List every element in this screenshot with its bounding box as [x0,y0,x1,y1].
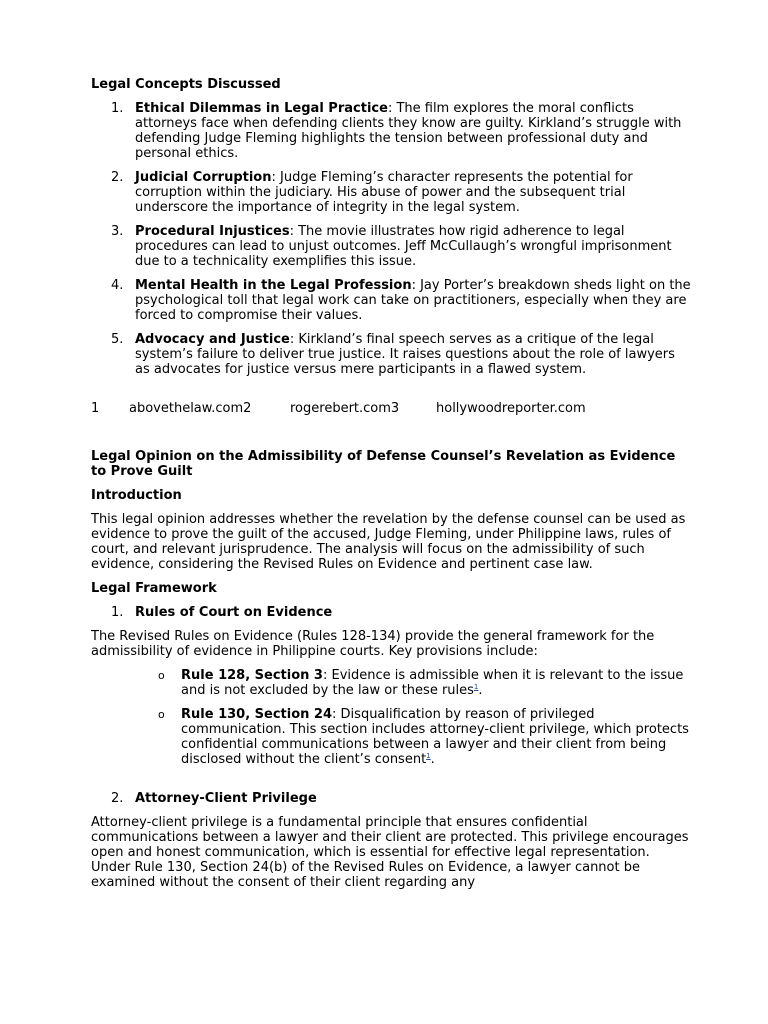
list-item-text: : Kirkland’s final speech serves as a critique of the legal system’s failure to deliver true justice. It raises questions about the role of lawyers as advocates for justice versus mere participants in a flawed system. [135,332,675,377]
list-item [91,101,691,161]
provision-period: . [430,752,435,767]
attorney-client-paragraph: Attorney-client privilege is a fundamental principle that ensures confidential communications between a lawyer and their client are protected. This privilege encourages open and honest communication, which is essential for effective legal representation. Under Rule 130, Section 24(b) of the Revised Rules on Evidence, a lawyer cannot be examined without the consent of their client regarding any [91,815,689,890]
footnote-source-3: hollywoodreporter.com [436,401,586,416]
list-item-title: Ethical Dilemmas in Legal Practice [135,101,388,116]
list-item [91,605,691,620]
list-item [91,170,691,215]
footnote-link[interactable]: 1 [473,683,479,691]
list-item-title: Rules of Court on Evidence [135,605,333,620]
list-item-number: 2. [111,170,124,185]
framework-list-1 [91,605,691,620]
footnote-references [91,401,691,416]
rules-of-evidence-paragraph: The Revised Rules on Evidence (Rules 128-134) provide the general framework for the admissibility of evidence in Philippine courts. Key provisions include: [91,629,655,659]
list-item-title: Judicial Corruption [135,170,272,185]
footnote-source-2: rogerebert.com3 [290,401,400,416]
legal-concepts-list [91,101,691,377]
provision-text: : Evidence is admissible when it is relevant to the issue and is not excluded by the law or these rules [181,668,684,698]
list-item-number: 4. [111,278,124,293]
legal-framework-heading: Legal Framework [91,581,217,596]
list-item-text: : The film explores the moral conflicts attorneys face when defending clients they know are guilty. Kirkland’s struggle with defending Judge Fleming highlights the tension between professional duty and personal ethics. [135,101,682,161]
provision-title: Rule 130, Section 24 [181,707,333,722]
list-item-title: Procedural Injustices [135,224,290,239]
section-heading-legal-concepts: Legal Concepts Discussed [91,77,281,92]
bullet-marker: o [158,669,165,682]
list-item-number: 1. [111,101,124,116]
footnote-number: 1 [91,401,100,416]
list-item-number: 1. [111,605,124,620]
list-item-text: : Judge Fleming’s character represents the potential for corruption within the judiciary. His abuse of power and the subsequent trial underscore the importance of integrity in the legal system. [135,170,633,215]
provision-text: : Disqualification by reason of privileged communication. This section includes attorney-client privilege, which protects confidential communications between a lawyer and their client from being disclosed without the client’s consent [181,707,689,767]
list-item [91,668,691,698]
key-provisions-list [91,668,691,767]
list-item [91,707,691,767]
footnote-link[interactable]: 1 [426,752,431,760]
framework-list-2 [91,791,691,806]
list-item [91,224,691,269]
list-item [91,332,691,377]
list-item [91,791,691,806]
list-item-text: : Jay Porter’s breakdown sheds light on the psychological toll that legal work can take on practitioners, especially when they are forced to compromise their values. [135,278,691,323]
list-item-title: Advocacy and Justice [135,332,290,347]
list-item-title: Mental Health in the Legal Profession [135,278,412,293]
opinion-title: Legal Opinion on the Admissibility of Defense Counsel’s Revelation as Evidence to Prove Guilt [91,449,676,479]
introduction-paragraph: This legal opinion addresses whether the revelation by the defense counsel can be used as evidence to prove the guilt of the accused, Judge Fleming, under Philippine laws, rules of court, and relevant jurisprudence. The analysis will focus on the admissibility of such evidence, considering the Revised Rules on Evidence and pertinent case law. [91,512,686,572]
list-item-number: 5. [111,332,124,347]
bullet-marker: o [158,708,165,721]
footnote-source-1: abovethelaw.com2 [129,401,252,416]
list-item-title: Attorney-Client Privilege [135,791,317,806]
introduction-heading: Introduction [91,488,182,503]
list-item [91,278,691,323]
provision-title: Rule 128, Section 3 [181,668,323,683]
list-item-number: 2. [111,791,124,806]
list-item-number: 3. [111,224,124,239]
provision-period: . [478,683,483,698]
document-page [91,77,691,890]
list-item-text: : The movie illustrates how rigid adherence to legal procedures can lead to unjust outcomes. Jeff McCullaugh’s wrongful imprisonment due to a technicality exemplifies this issue. [135,224,672,269]
